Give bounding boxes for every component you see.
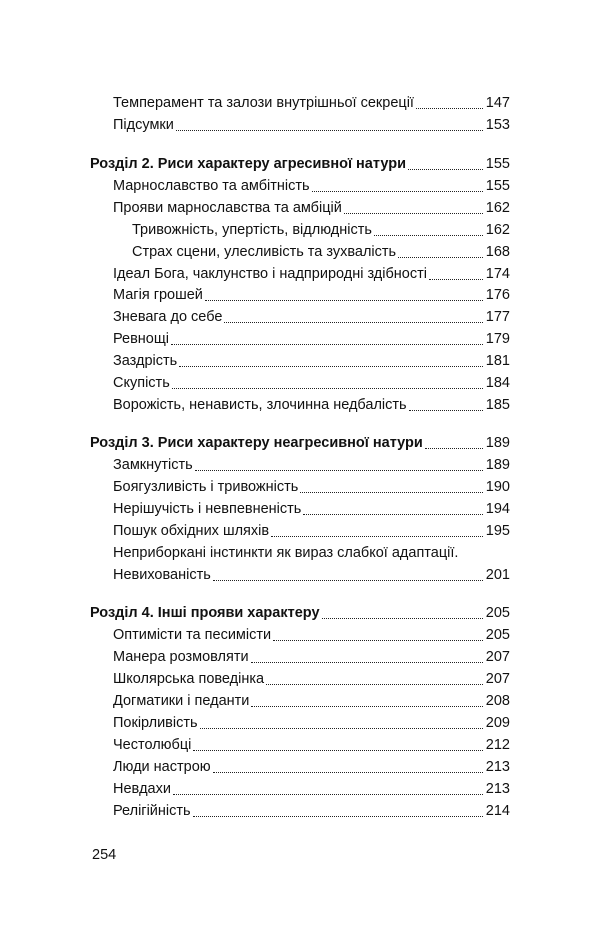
toc-entry	[132, 239, 510, 261]
toc-entry	[113, 518, 510, 540]
toc-entry-page: 205	[485, 627, 510, 643]
toc-entry-title: Темперамент та залози внутрішньої секреції	[113, 95, 414, 111]
dot-leader	[205, 299, 483, 301]
dot-leader	[176, 129, 483, 131]
toc-entry	[113, 732, 510, 754]
toc-entry-page: 207	[485, 649, 510, 665]
toc-entry-title: Честолюбці	[113, 737, 192, 753]
toc-entry	[113, 90, 510, 112]
toc-entry-title: Оптимісти та песимісти	[113, 627, 272, 643]
toc-entry-title: Тривожність, упертість, відлюдність	[132, 222, 372, 238]
toc-entry-page: 162	[485, 222, 510, 238]
toc-entry-title: Люди настрою	[113, 759, 211, 775]
dot-leader	[195, 469, 483, 471]
toc-entry	[113, 798, 510, 820]
toc-entry-title: Скупість	[113, 375, 170, 391]
toc-entry-title: Страх сцени, улесливість та зухвалість	[132, 244, 397, 260]
toc-entry-title: Покірливість	[113, 715, 198, 731]
dot-leader	[374, 234, 483, 236]
toc-entry-page: 155	[485, 156, 510, 172]
dot-leader	[213, 771, 483, 773]
toc-entry	[113, 348, 510, 370]
toc-entry	[113, 540, 510, 562]
toc-entry-title: Прояви марнославства та амбіцій	[113, 200, 342, 216]
toc-entry-page: 214	[485, 803, 510, 819]
toc-entry-page: 208	[485, 693, 510, 709]
dot-leader	[398, 256, 483, 258]
toc-entry-title: Заздрість	[113, 353, 178, 369]
toc-entry-title: Розділ 3. Риси характеру неагресивної натури	[90, 435, 423, 451]
toc-entry-title: Пошук обхідних шляхів	[113, 523, 270, 539]
toc-entry-page: 162	[485, 200, 510, 216]
toc-entry	[113, 195, 510, 217]
toc-entry-page: 181	[485, 353, 510, 369]
toc-entry-page: 147	[485, 95, 510, 111]
toc-entry-page: 207	[485, 671, 510, 687]
dot-leader	[425, 447, 483, 449]
toc-entry-page: 205	[485, 605, 510, 621]
toc-entry-title: Ревнощі	[113, 331, 170, 347]
toc-entry-page: 201	[485, 567, 510, 583]
toc-entry	[113, 474, 510, 496]
toc-entry-title: Неприборкані інстинкти як вираз слабкої адаптації.	[113, 545, 459, 561]
toc-entry-page: 185	[485, 397, 510, 413]
toc-entry-page: 155	[485, 178, 510, 194]
toc-entry	[113, 644, 510, 666]
toc-entry-page: 184	[485, 375, 510, 391]
toc-entry-page: 176	[485, 287, 510, 303]
toc-entry	[113, 392, 510, 414]
page-number: 254	[92, 847, 117, 863]
dot-leader	[273, 639, 483, 641]
toc-entry-title: Підсумки	[113, 117, 174, 133]
toc-entry	[113, 261, 510, 283]
toc-entry-page: 189	[485, 457, 510, 473]
toc-entry-title: Розділ 4. Інші прояви характеру	[90, 605, 320, 621]
toc-entry	[113, 776, 510, 798]
dot-leader	[171, 343, 483, 345]
toc-entry-title: Розділ 2. Риси характеру агресивної натури	[90, 156, 406, 172]
toc-entry-page: 153	[485, 117, 510, 133]
dot-leader	[200, 727, 483, 729]
toc-entry-title: Невдахи	[113, 781, 171, 797]
toc-entry-page: 179	[485, 331, 510, 347]
toc-entry	[113, 710, 510, 732]
toc-entry-page: 168	[485, 244, 510, 260]
dot-leader	[266, 683, 483, 685]
dot-leader	[224, 321, 482, 323]
toc-entry-title: Невихованість	[113, 567, 211, 583]
toc-entry	[113, 112, 510, 134]
toc-section-entry	[90, 600, 510, 622]
dot-leader	[303, 513, 482, 515]
dot-leader	[409, 409, 483, 411]
toc-entry-title: Боягузливість і тривожність	[113, 479, 299, 495]
toc-entry-title: Ворожість, ненависть, злочинна недбалість	[113, 397, 407, 413]
dot-leader	[416, 107, 483, 109]
dot-leader	[173, 793, 483, 795]
dot-leader	[312, 190, 483, 192]
toc-entry	[113, 282, 510, 304]
toc-entry-title: Школярська поведінка	[113, 671, 265, 687]
toc-entry	[113, 370, 510, 392]
toc-entry-title: Марнославство та амбітність	[113, 178, 310, 194]
dot-leader	[172, 387, 483, 389]
toc-entry-page: 194	[485, 501, 510, 517]
toc-entry	[113, 688, 510, 710]
toc-entry	[113, 326, 510, 348]
dot-leader	[251, 661, 483, 663]
toc-entry-page: 213	[485, 781, 510, 797]
dot-leader	[213, 579, 483, 581]
toc-entry-title: Манера розмовляти	[113, 649, 249, 665]
toc-entry-title: Магія грошей	[113, 287, 203, 303]
toc-entry	[113, 496, 510, 518]
toc-entry-page: 177	[485, 309, 510, 325]
toc-entry-title: Замкнутість	[113, 457, 193, 473]
toc-entry-title: Догматики і педанти	[113, 693, 250, 709]
toc-entry-page: 213	[485, 759, 510, 775]
toc-entry-title: Зневага до себе	[113, 309, 223, 325]
dot-leader	[300, 491, 483, 493]
toc-entry	[113, 452, 510, 474]
toc-entry	[113, 666, 510, 688]
toc-entry-page: 174	[485, 266, 510, 282]
toc-entry-page: 212	[485, 737, 510, 753]
toc-entry-title: Релігійність	[113, 803, 191, 819]
toc-entry	[113, 754, 510, 776]
toc-entry	[113, 173, 510, 195]
dot-leader	[344, 212, 483, 214]
toc-section-entry	[90, 151, 510, 173]
dot-leader	[429, 278, 483, 280]
toc-entry-title: Ідеал Бога, чаклунство і надприродні здібності	[113, 266, 427, 282]
dot-leader	[193, 749, 482, 751]
dot-leader	[179, 365, 483, 367]
toc-entry-page: 195	[485, 523, 510, 539]
toc-entry-page: 190	[485, 479, 510, 495]
dot-leader	[251, 705, 482, 707]
toc-entry	[113, 622, 510, 644]
toc-entry	[113, 562, 510, 584]
toc-section-entry	[90, 430, 510, 452]
toc-entry-page: 209	[485, 715, 510, 731]
dot-leader	[322, 617, 483, 619]
dot-leader	[408, 168, 483, 170]
toc-entry	[113, 304, 510, 326]
toc-entry-page: 189	[485, 435, 510, 451]
toc-entry	[132, 217, 510, 239]
toc-entry-title: Нерішучість і невпевненість	[113, 501, 302, 517]
dot-leader	[271, 535, 483, 537]
dot-leader	[193, 815, 483, 817]
